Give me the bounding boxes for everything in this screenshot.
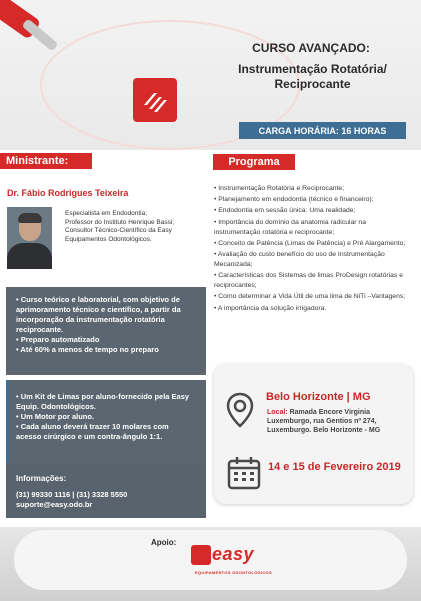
program-item: • Instrumentação Rotatória e Reciprocante; <box>214 185 345 192</box>
contact-box <box>6 463 206 518</box>
features-box <box>6 287 206 375</box>
venue-address-text: Ramada Encore Virginia Luxemburgo, rua Gentios nº 274, Luxemburgo. Belo Horizonte - MG <box>267 409 381 434</box>
speaker-bio: Especialista em Endodontia; Professor do Instituto Henrique Bassi; Consultor Técnico-Científico da Easy Equipamentos Odontológicos. <box>65 210 175 243</box>
contact-title: Informações: <box>16 474 67 483</box>
program-item: • Importância do domínio da anatomia radicular na instrumentação rotatória e reciprocante; <box>214 218 366 236</box>
program-item: • Endodontia em sessão única: Uma realidade; <box>214 207 356 215</box>
contact-email[interactable]: suporte@easy.odo.br <box>16 500 93 509</box>
program-item: • Características dos Sistemas de limas ProDesign rotatórias e reciprocantes; <box>214 272 403 290</box>
easy-brand-name: easy <box>212 544 255 564</box>
materials-accent <box>6 380 9 463</box>
easy-brand-icon <box>191 545 211 565</box>
workload-badge: CARGA HORÁRIA: 16 HORAS <box>239 122 406 139</box>
course-title: CURSO AVANÇADO: <box>252 41 370 55</box>
speaker-photo <box>7 207 52 269</box>
venue-address <box>267 408 407 435</box>
easy-brand-subtitle: EQUIPAMENTOS ODONTOLÓGICOS <box>195 570 272 575</box>
program-section-label: Programa <box>213 154 295 170</box>
speaker-section-label: Ministrante: <box>0 153 92 169</box>
materials-text: • Um Kit de Limas por aluno-fornecido pela Easy Equip. Odontológicos. • Um Motor por aluno. • Cada aluno deverá trazer 10 molares com acesso cirúrgico e um contra-ângulo 1:1. <box>16 392 190 441</box>
contact-phones: (31) 99330 1116 | (31) 3328 5550 <box>16 490 128 499</box>
calendar-icon <box>227 456 261 490</box>
easy-logo-icon <box>133 78 177 122</box>
location-pin-icon <box>226 392 254 428</box>
features-text: • Curso teórico e laboratorial, com objetivo de aprimoramento técnico e científico, a partir da incorporação da instrumentação rotatória reciprocante. • Preparo automatizado • Até 60% a menos de tempo no preparo <box>16 295 181 354</box>
course-date: 14 e 15 de Fevereiro 2019 <box>268 461 401 473</box>
speaker-name: Dr. Fábio Rodrigues Teixeira <box>7 188 129 198</box>
program-item: • Planejamento em endodontia (técnico e financeiro); <box>214 196 374 204</box>
support-label: Apoio: <box>151 538 177 547</box>
program-item: • Avaliação do custo benefício do uso de Instrumentação Mecanizada; <box>214 250 385 268</box>
program-item: • Como determinar a Vida Útil de uma lima de NiTi –Vantagens; <box>214 293 406 301</box>
materials-box <box>6 380 206 463</box>
course-subtitle: Instrumentação Rotatória/ Reciprocante <box>238 62 387 91</box>
dental-instrument-image <box>0 0 80 70</box>
venue-address-label: Local: <box>267 409 288 416</box>
program-item: • A importância da solução irrigadora. <box>214 304 327 312</box>
program-item: • Conceito de Patência (Limas de Patência) e Pré Alargamento; <box>214 239 406 247</box>
venue-city: Belo Horizonte | MG <box>266 391 371 403</box>
program-list <box>214 184 414 315</box>
